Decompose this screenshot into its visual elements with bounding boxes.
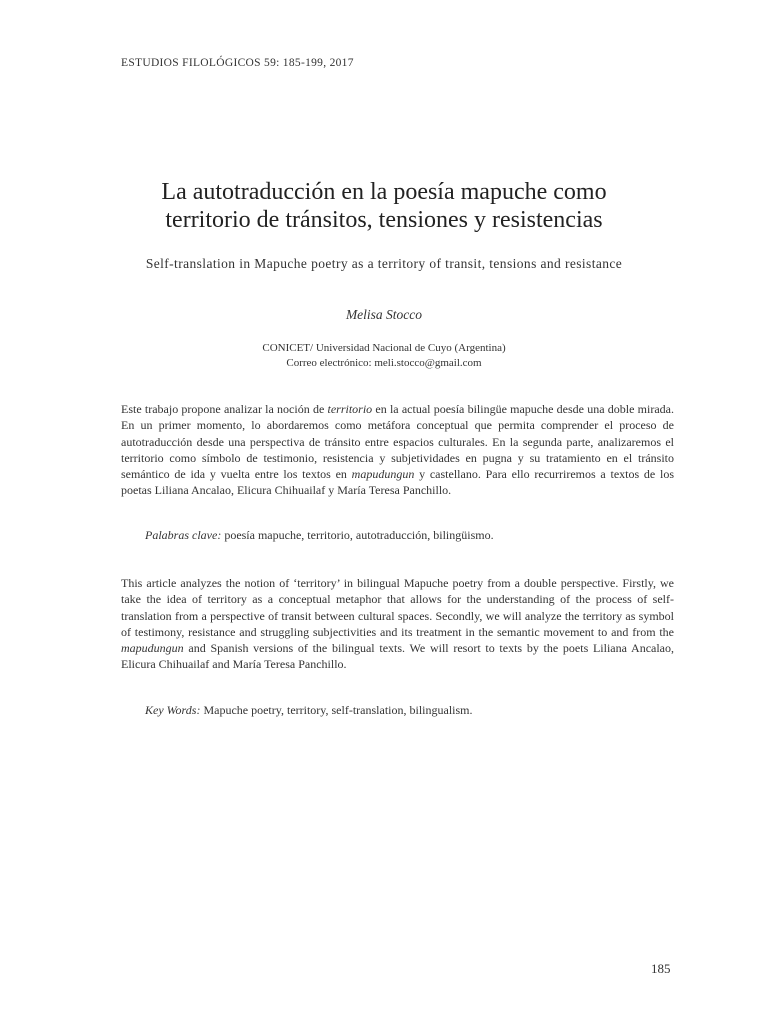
keywords-en-text: Mapuche poetry, territory, self-translation, bilingualism. <box>200 703 473 717</box>
title-line-2: territorio de tránsitos, tensiones y resistencias <box>165 207 603 233</box>
author-name: Melisa Stocco <box>345 307 423 322</box>
keywords-english <box>145 703 675 718</box>
abstract-spanish <box>121 401 674 499</box>
abstract-es-term-mapudungun: mapudungun <box>351 467 415 482</box>
abstract-es-text-1: Este trabajo propone analizar la noción de <box>121 402 328 416</box>
abstract-en-text-2: and Spanish versions of the bilingual texts. We will resort to texts by the poets Liliana Ancalao, Elicura Chihuailaf and María Teresa Panchillo. <box>121 641 674 672</box>
abstract-en-text-1: This article analyzes the notion of ‘territory’ in bilingual Mapuche poetry from a double perspective. Firstly, we take the idea of territory as a conceptual metaphor that allows for the understanding of the process of self-translation from a perspective of transit between cultural spaces. Secondly, we will analyze the territory as symbol of testimony, resistance and struggling subjectivities and its treatment in the semantic movement to and from the <box>121 576 674 639</box>
abstract-en-term-mapudungun: mapudungun <box>121 641 184 656</box>
keywords-es-text: poesía mapuche, territorio, autotraducción, bilingüismo. <box>221 528 494 542</box>
english-title: Self-translation in Mapuche poetry as a territory of transit, tensions and resistance <box>145 256 623 271</box>
article-title <box>60 178 708 234</box>
author-affiliation <box>60 341 708 371</box>
affiliation-institution: CONICET/ Universidad Nacional de Cuyo (Argentina) <box>262 342 506 354</box>
title-line-1: La autotraducción en la poesía mapuche como <box>161 179 607 205</box>
abstract-es-term-territorio: territorio <box>327 402 373 416</box>
abstract-es-text-2: en la actual poesía bilingüe mapuche desde una doble mirada. En un primer momento, lo abordaremos como metáfora conceptual que permita comprender el proceso de autotraducción desde una perspectiva de tránsito entre espacios culturales. En la segunda parte, analizaremos el territorio como símbolo de testimonio, resistencia y subjetividades en pugna y su tratamiento en el tránsito semántico de ida y vuelta entre los textos en <box>121 402 674 482</box>
affiliation-email: Correo electrónico: meli.stocco@gmail.com <box>286 357 482 369</box>
abstract-english <box>121 575 674 673</box>
abstract-es-text-3: y castellano. Para ello recurriremos a textos de los poetas Liliana Ancalao, Elicura Chihuailaf y María Teresa Panchillo. <box>121 467 674 498</box>
keywords-spanish <box>145 528 675 543</box>
page-number: 185 <box>651 961 671 976</box>
keywords-en-label: Key Words: <box>145 703 201 717</box>
running-head: ESTUDIOS FILOLÓGICOS 59: 185-199, 2017 <box>121 57 354 69</box>
keywords-es-label: Palabras clave: <box>145 528 222 542</box>
